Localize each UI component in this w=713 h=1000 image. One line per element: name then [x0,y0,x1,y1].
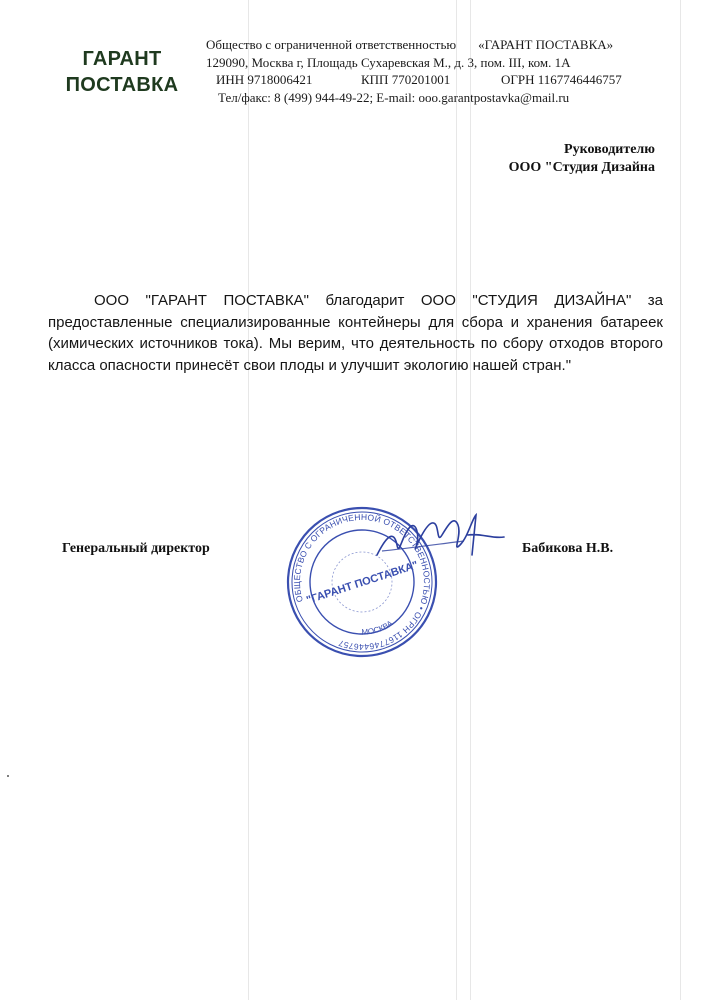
addressee-line-2: ООО "Студия Дизайна [508,160,655,175]
logo-line-1: ГАРАНТ [82,48,162,70]
logo-line-2: ПОСТАВКА [65,74,179,96]
org-full-name [206,36,676,54]
stamp-outer-text: ОБЩЕСТВО С ОГРАНИЧЕННОЙ ОТВЕТСТВЕННОСТЬЮ • ОГРН 1167746446757 [291,511,433,653]
scan-artifact-line [680,0,681,1000]
org-ogrn: ОГРН 1167746446757 [501,72,622,87]
org-address: 129090, Москва г, Площадь Сухаревская М., д. 3, пом. III, ком. 1А [206,54,571,70]
org-contacts: Тел/факс: 8 (499) 944-49-22; E-mail: ooo.garantpostavka@mail.ru [218,89,570,105]
handwritten-signature [372,505,512,575]
signatory-name: Бабикова Н.В. [522,541,614,556]
addressee-line-1: Руководителю [564,142,655,157]
stamp-center-text: "ГАРАНТ ПОСТАВКА" [304,559,420,607]
org-prefix: Общество с ограниченной ответственностью [206,37,457,52]
scan-artifact-line [456,0,457,1000]
org-codes [206,71,676,89]
addressee-block [509,141,655,177]
letter-body-text: ООО "ГАРАНТ ПОСТАВКА" благодарит ООО "СТУДИЯ ДИЗАЙНА" за предоставленные специализированные контейнеры для сбора и хранения батареек (химических источников тока). Мы верим, что деятельность по сбору отходов второго класса опасности принесёт свои плоды и улучшит экологию нашей стран." [48,292,663,374]
signatory-position: Генеральный директор [62,541,210,556]
org-inn: ИНН 9718006421 [216,72,313,87]
org-kpp: КПП 770201001 [361,72,451,87]
scan-artifact-line [470,0,471,1000]
company-requisites [206,36,676,106]
org-name: «ГАРАНТ ПОСТАВКА» [478,37,614,52]
company-logo [52,46,192,98]
scan-artifact-line [248,0,249,1000]
scan-artifact-dot [7,775,9,777]
stamp-city: МОСКВА [361,618,395,637]
